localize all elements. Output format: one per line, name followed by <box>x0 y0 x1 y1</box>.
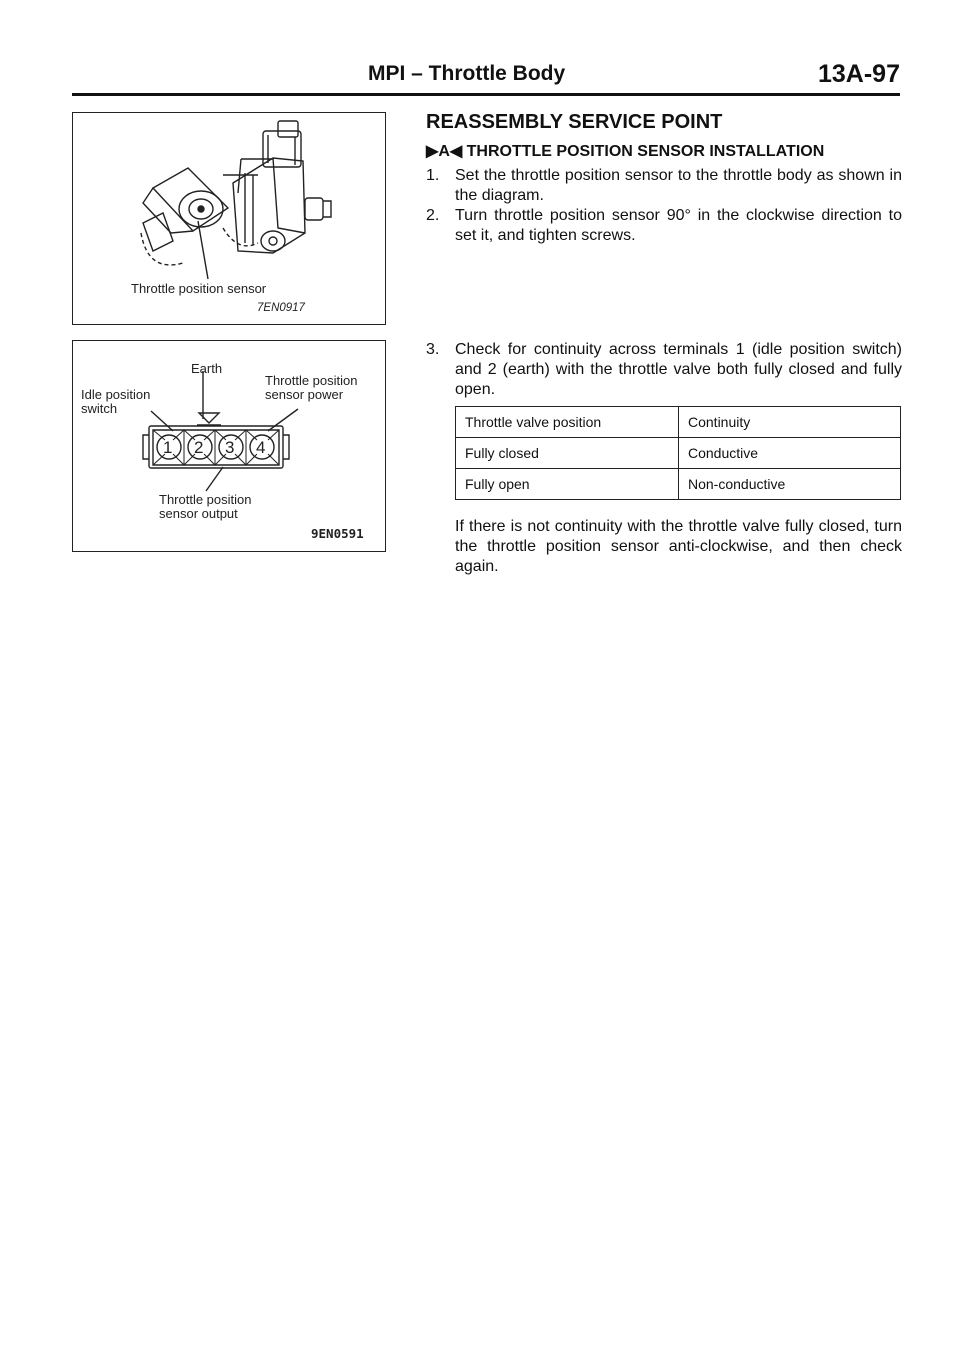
tps-power-label-line1: Throttle position <box>265 373 358 388</box>
throttle-body-figure <box>72 112 386 325</box>
earth-label: Earth <box>191 361 223 376</box>
continuity-table <box>455 406 901 500</box>
tps-output-label-line1: Throttle position <box>159 492 252 507</box>
figure2-code: 9EN0591 <box>311 526 364 541</box>
figure1-code: 7EN0917 <box>257 302 305 314</box>
header-rule <box>72 93 900 96</box>
step-number: 2. <box>426 207 440 224</box>
idle-switch-label-line2: switch <box>81 401 118 416</box>
table-header-row <box>456 407 901 438</box>
page-title: MPI – Throttle Body <box>368 62 566 85</box>
service-point-marker: A <box>438 143 450 160</box>
step-text: Check for continuity across terminals 1 (idle position switch) and 2 (earth) with the throttle valve both fully closed and fully open. <box>455 341 902 398</box>
sub-heading <box>426 141 824 161</box>
figure1-label: Throttle position sensor <box>131 281 267 296</box>
sub-heading-text: THROTTLE POSITION SENSOR INSTALLATION <box>466 143 825 160</box>
step-number: 1. <box>426 167 440 184</box>
step-1 <box>426 166 902 206</box>
play-left-icon: ◀ <box>449 143 463 160</box>
table-cell: Conductive <box>679 438 901 469</box>
table-cell: Non-conductive <box>679 469 901 500</box>
page-number: 13A-97 <box>818 60 900 88</box>
table-row <box>456 438 901 469</box>
section-heading: REASSEMBLY SERVICE POINT <box>426 111 723 133</box>
page-header <box>72 62 900 94</box>
step-number: 3. <box>426 341 440 358</box>
table-header-cell: Throttle valve position <box>456 407 679 438</box>
terminal-3: 3 <box>225 438 235 457</box>
table-header-cell: Continuity <box>679 407 901 438</box>
step-2 <box>426 206 902 246</box>
play-right-icon: ▶ <box>426 143 439 160</box>
step-text: Turn throttle position sensor 90° in the clockwise direction to set it, and tighten screws. <box>455 207 902 244</box>
tps-output-label-line2: sensor output <box>159 506 238 521</box>
terminal-2: 2 <box>194 438 204 457</box>
continuity-note: If there is not continuity with the throttle valve fully closed, turn the throttle position sensor anti-clockwise, and then check again. <box>455 518 902 575</box>
table-cell: Fully open <box>456 469 679 500</box>
terminal-1: 1 <box>163 438 173 457</box>
table-cell: Fully closed <box>456 438 679 469</box>
tps-power-label-line2: sensor power <box>265 387 344 402</box>
connector-terminal-figure <box>72 340 386 552</box>
table-row <box>456 469 901 500</box>
terminal-4: 4 <box>256 438 266 457</box>
idle-switch-label-line1: Idle position <box>81 387 151 402</box>
step-text: Set the throttle position sensor to the throttle body as shown in the diagram. <box>455 167 902 204</box>
step-3 <box>426 340 902 400</box>
